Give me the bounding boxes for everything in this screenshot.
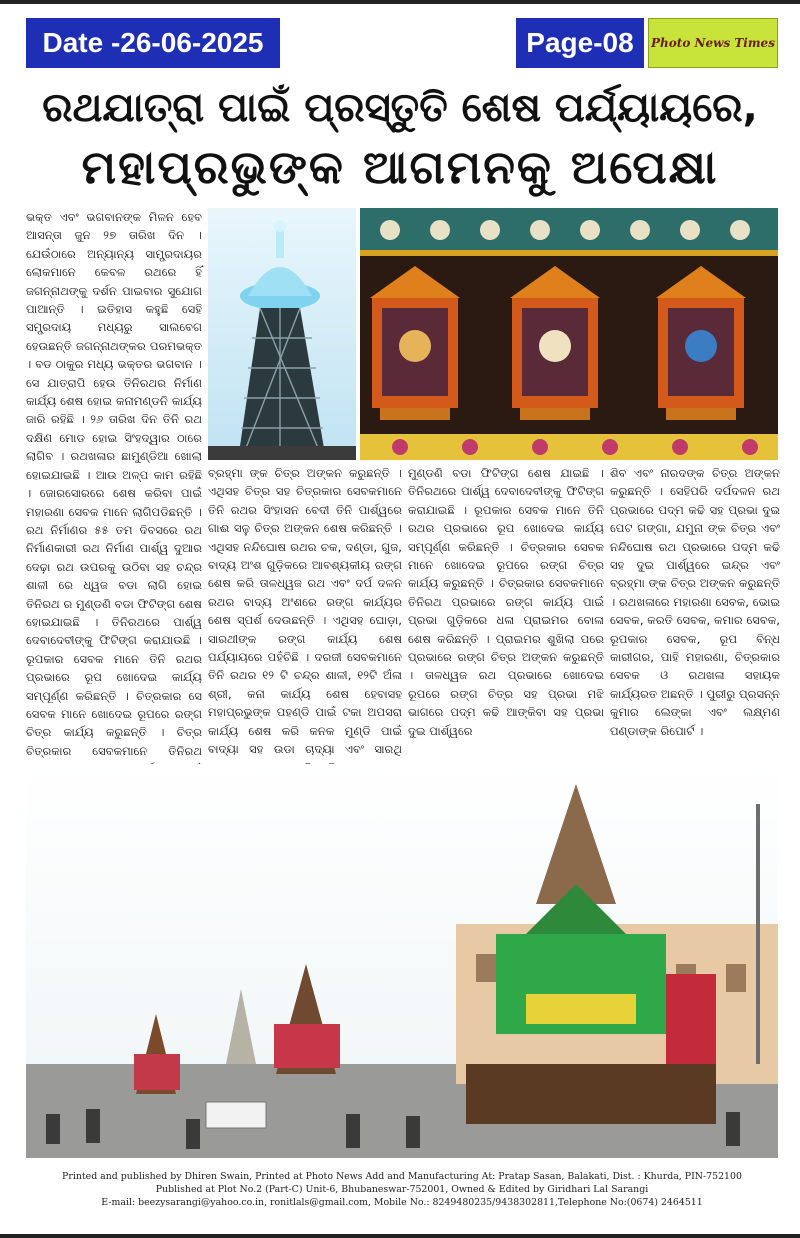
- article-column-3: ମୁଣ୍ଡଣି ବଡା ଫିଟିଙ୍ଗ ଶେଷ ଯାଇଛି । ତିନିରଥରେ ପାର୍ଶ୍ୱ ଦେବାଦେବୀଙ୍କୁ ଫିଟିଙ୍ଗ କରାଯାଇଛି । ରୂପକାର ସେବକ ମାନେ ତିନି ରଥର ପ୍ରଭାରେ ରୂପ ଖୋଦେଇ କାର୍ଯ୍ୟ ସମ୍ପୂର୍ଣ୍ଣ କରିଛନ୍ତି । ଚିତ୍ରକାର ସେବକ ମାନେ ଖୋଦେଇ ରୂପରେ ରଙ୍ଗ ଚିତ୍ର କାର୍ଯ୍ୟ କରୁଛନ୍ତି । ଚିତ୍ରକାର ସେବକମାନେ ତିନିରଥ ପ୍ରଭାରେ ରଙ୍ଗ କାର୍ଯ୍ୟ ପାଇଁ ପ୍ରଭା ଗୁଡ଼ିକରେ ଧଳା ପ୍ରାଇମର ବୋଳା ଶେଷ କରିଛନ୍ତି । ପ୍ରାଇମର ଶୁଖିଲା ପରେ ପ୍ରଭାରେ ରଙ୍ଗ ଚିତ୍ର ଅଙ୍କନ କରୁଛନ୍ତି । ତାଳଧ୍ୱଜ ରଥ ପ୍ରଭାରେ ଖୋଦେଇ ରୂପରେ ରଙ୍ଗ ଚିତ୍ର ସହ ପ୍ରଭା ମଝି ଭାଗରେ ପଦ୍ମ କଢି ଆଙ୍କିବା ସହ ପ୍ରଭା ଦୁଇ ପାର୍ଶ୍ୱରେ: [408, 466, 604, 738]
- headline: [30, 80, 770, 198]
- article-column-1: ଭକ୍ତ ଏବଂ ଭଗବାନଙ୍କ ମିଳନ ହେବ ଆସନ୍ତା ଜୁନ ୨୭ ତାରିଖ ଦିନ । ଯେଉଁଠାରେ ଅନ୍ୟାନ୍ୟ ସାମ୍ପ୍ରଦାୟର ଲୋକମାନେ କେବଳ ରଥରେ ହିଁ ଜଗନ୍ନାଥଙ୍କୁ ଦର୍ଶନ ପାଇବାର ସୁଯୋଗ ପାଆନ୍ତି । ଇତିହାସ କହୁଛି ସେହି ସମ୍ପ୍ରଦାୟ ମଧ୍ୟରୁ ସାଲବେଗ ହେଉଛନ୍ତି ଜଗନ୍ନାଥଙ୍କର ପରମଭକ୍ତ । ବଡ ଠାକୁର ମଧ୍ୟ ଭକ୍ତର ଭଗବାନ । ସେ ଯାତ୍ରାପି ହେଉ ତିନିରଥର ନିର୍ମାଣ କାର୍ଯ୍ୟ ଶେଷ ହୋଇ କନାମଣ୍ଡନି କାର୍ଯ୍ୟ ଜାରି ରହିଛି । ୨୬ ତାରିଖ ଦିନ ତିନି ରଥ ଦକ୍ଷିଣ ମୋଡ ହୋଇ ସିଂହଦ୍ୱାର ଠାରେ ଲାଗିବ । ରଥଖଳାର ଛାମୁଣ୍ଡିଆ ଖୋଲା ହୋଇଯାଇଛି । ଆଉ ଅଳ୍ପ କାମ ରହିଛି । ଜୋରସୋରରେ ଶେଷ କରିବା ପାଇଁ ମହାରଣା ସେବକ ମାନେ ଲାଗିପଡିଛନ୍ତି । ରଥ ନିର୍ମାଣର ୫୫ ତମ ଦିବସରେ ରଥ ନିର୍ମାଣକାରୀ ରଥ ନିର୍ମାଣ ପାର୍ଶ୍ୱ ଦୁଆର ଦେଢ଼ା ରଥ ଉପରକୁ ଉଠିବା ସହ ଚନ୍ଦ୍ର ଶାଳୀ ରେ ଧ୍ୱଜ ବଡା ଲାଗି ହୋଇ ତିନିରଥ ର ମୁଣ୍ଡଣି ବଡା ଫିଟିଙ୍ଗ ଶେଷ ହୋଇଯାଇଛି । ତିନିରଥରେ ପାର୍ଶ୍ୱ ଦେବାଦେବୀଙ୍କୁ ଫିଟିଙ୍ଗ କରାଯାଉଛି । ରୂପକାର ସେବକ ମାନେ ତିନି ରଥର ପ୍ରଭାରେ ରୂପ ଖୋଦେଇ କାର୍ଯ୍ୟ ସମ୍ପୂର୍ଣ୍ଣ କରିଛନ୍ତି । ଚିତ୍ରକାର ସେ ସେବକ ମାନେ ଖୋଦେଇ ରୂପରେ ରଙ୍ଗ ଚିତ୍ର କାର୍ଯ୍ୟ କରୁଛନ୍ତି । ଚିତ୍ର ଚିତ୍ରକାର ସେବକମାନେ ତିନିରଥ: [26, 210, 202, 758]
- tower-illustration: [208, 208, 356, 460]
- footer-contact: E-mail: beezysarangi@yahoo.co.in, ronitlals@gmail.com, Mobile No.: 8249480235/9438302811,Telephone No:(0674) 2464511: [101, 1197, 703, 1208]
- photo-chariots: [26, 764, 778, 1158]
- headline-line-2: ମହାପ୍ରଭୁଙ୍କ ଆଗମନକୁ ଅପେକ୍ଷା: [81, 140, 719, 194]
- newspaper-logo: [648, 18, 778, 68]
- painted-panels-illustration: [360, 208, 778, 460]
- footer-printed-by: Printed and published by Dhiren Swain, Printed at Photo News Add and Manufacturing At: Pratap Sasan, Balakati, Dist. : Khurda, PIN-752100: [62, 1171, 742, 1182]
- photo-chariot-tower: [208, 208, 356, 460]
- date-label: Date -26-06-2025: [26, 18, 280, 68]
- photo-painted-panels: [360, 208, 778, 460]
- top-border: [0, 0, 800, 4]
- bottom-border: [0, 1234, 800, 1238]
- article-column-4: ଶିବ ଏବଂ ନାରଦଙ୍କ ଚିତ୍ର ଅଙ୍କନ କରୁଛନ୍ତି । ସେହିପରି ଦର୍ପଦଳନ ରଥ ପ୍ରଭାରେ ପଦ୍ମ କଢି ସହ ପ୍ରଭା ଦୁଇ ପେଟ ଗଙ୍ଗା, ଯମୁନା ଙ୍କ ଚିତ୍ର ଏବଂ ନନ୍ଦିଘୋଷ ରଥ ପ୍ରଭାରେ ପଦ୍ମ କଢି ସହ ଦୁଇ ପାର୍ଶ୍ୱରେ ଇନ୍ଦ୍ର ଏବଂ ବ୍ରହ୍ମା ଙ୍କ ଚିତ୍ର ଅଙ୍କନ କରୁଛନ୍ତି । ରଥଖଳାରେ ମହାରଣା ସେବକ, ଭୋଇ ସେବକ, କରତି ସେବକ, କମାର ସେବକ, ରୂପକାର ସେବକ, ରୂପ ବିନ୍ଧ କାରୀଗର, ପାହି ମହାରଣା, ଚିତ୍ରକାର ସେବକ ଓ ରଥଖଳା ସହାୟକ କାର୍ଯ୍ୟରତ ଅଛନ୍ତି । ପୁରୀରୁ ପ୍ରସନ୍ନ କୁମାର ଲେଙ୍କା ଏବଂ ଲକ୍ଷ୍ମଣ ପଣ୍ଡାଙ୍କ ରିପୋର୍ଟ ।: [610, 466, 780, 738]
- headline-line-1: ରଥଯାତ୍ରା ପାଇଁ ପ୍ରସ୍ତୁତି ଶେଷ ପର୍ଯ୍ୟାୟରେ,: [42, 85, 758, 131]
- page-number-label: Page-08: [516, 18, 644, 68]
- page-header: [26, 18, 778, 70]
- chariots-illustration: [26, 764, 778, 1158]
- footer-published-at: Published at Plot No.2 (Part-C) Unit-6, Bhubaneswar-752001, Owned & Edited by Giridhari Lal Sarangi: [155, 1184, 649, 1195]
- article-column-2: ବ୍ରହ୍ମା ଙ୍କ ଚିତ୍ର ଅଙ୍କନ କରୁଛନ୍ତି । ଏଥିସହ ଚିତ୍ର ସହ ଚିତ୍ରକାର ସେବକମାନେ ତିନି ରଥର ସିଂହାସନ ବେଦୀ ତିନି ପାର୍ଶ୍ୱରେ ଗାଈ ସଳୁ ଚିତ୍ର ଅଙ୍କନ ଶେଷ କରିଛନ୍ତି । ଏଥିସହ ନନ୍ଦିଘୋଷ ରଥର ଚକ, ଦଣ୍ଡା, ଗୁଜ, ବାଦ୍ୟ ଅଂଶ ଗୁଡ଼ିକରେ ଆବଶ୍ୟକୀୟ ରଙ୍ଗ ଶେଷ କରି ତାଳଧ୍ୱଜ ରଥ ଏବଂ ଦର୍ପ ଦଳନ ରଥର ବାଦ୍ୟ ଅଂଶରେ ରଙ୍ଗ କାର୍ଯ୍ୟର ଶେଷ ସ୍ପର୍ଶ ଦେଉଛନ୍ତି । ଏଥିସହ ଘୋଡ଼ା, ସାରଥୀଙ୍କ ରଙ୍ଗ କାର୍ଯ୍ୟ ଶେଷ ପର୍ଯ୍ୟାୟରେ ପହଁଚିଛି । ଦରଜୀ ସେବକମାନେ ତିନି ରଥର ୧୨ ଟି ଚନ୍ଦ୍ର ଶାଳୀ, ୧୨ଟି ଅଁଳା ଶ୍ରୀ, କନା କାର୍ଯ୍ୟ ଶେଷ ହେବାସହ ମହାପ୍ରଭୁଙ୍କ ପହଣ୍ଡି ପାଇଁ ଟକା ଅପସରା କାର୍ଯ୍ୟ ଶେଷ କରି କନକ ମୁଣ୍ଡି ପାଇଁ ବାଦ୍ୟା ସହ ଉଡା ଚାଦ୍ୟା ଏବଂ ସାରଥି: [208, 466, 402, 757]
- imprint-footer: [26, 1170, 778, 1209]
- logo-text: Photo News Times: [651, 36, 775, 50]
